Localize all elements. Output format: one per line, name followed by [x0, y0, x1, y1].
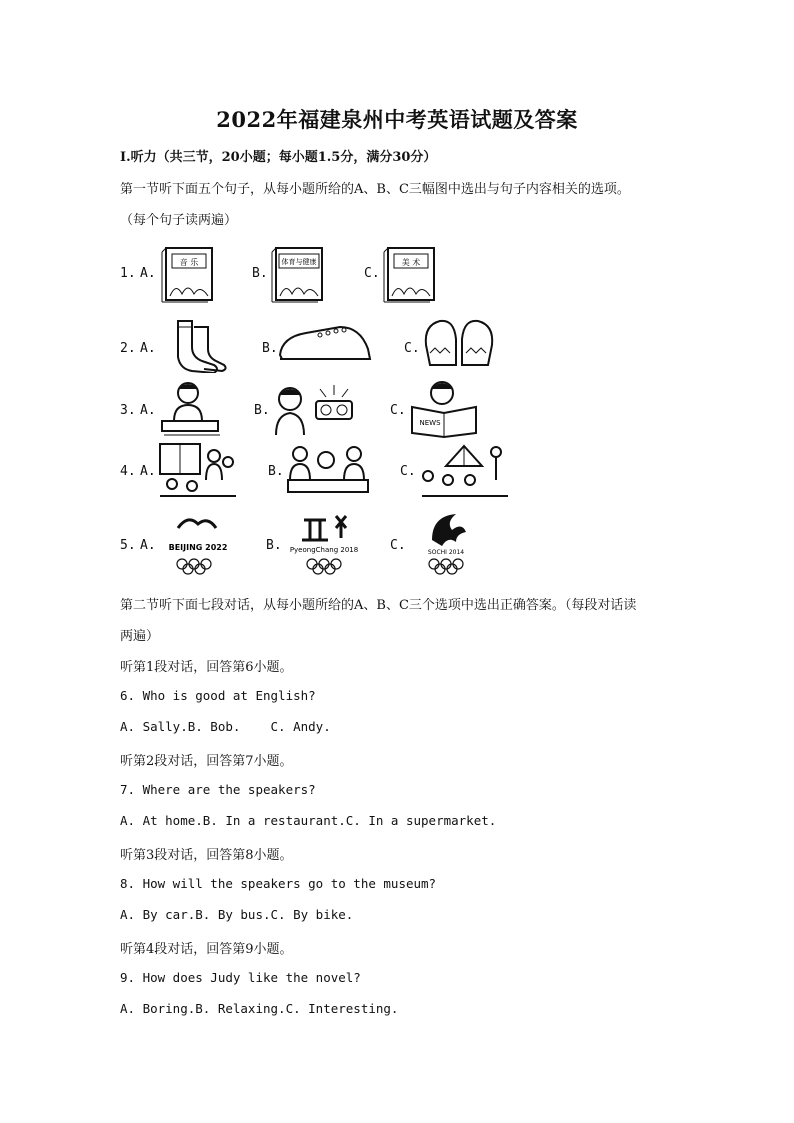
- option-c-label: C.: [364, 266, 380, 281]
- part2-instruction-cont: 两遍）: [120, 629, 160, 644]
- option-a-label: A.: [140, 341, 156, 356]
- item-number: 4.: [120, 464, 136, 479]
- beijing-2022-logo: [160, 510, 236, 576]
- section-heading: I.听力（共三节，20小题；每小题1.5分，满分30分）: [120, 150, 437, 165]
- classroom-scene-icon: [156, 440, 240, 500]
- option-a-label: A.: [140, 538, 156, 553]
- option-b-label: B.: [252, 266, 268, 281]
- option-c-label: C.: [390, 403, 406, 418]
- page-title: 2022年福建泉州中考英语试题及答案: [216, 107, 578, 132]
- option-c-label: C.: [400, 464, 416, 479]
- item-number: 3.: [120, 403, 136, 418]
- logo-c-text: SOCHI 2014: [427, 549, 465, 556]
- boy-reading-newspaper-icon: [406, 379, 482, 439]
- answer-options: A. Sally.B. Bob. C. Andy.: [120, 719, 331, 734]
- item-number: 2.: [120, 341, 136, 356]
- logo-a-text: BEIJING 2022: [168, 543, 228, 552]
- option-b-label: B.: [262, 341, 278, 356]
- option-a-label: A.: [140, 403, 156, 418]
- art-book-icon: [382, 244, 438, 304]
- shoes-icon: [276, 321, 376, 371]
- family-dinner-icon: [284, 440, 372, 500]
- question: 6. Who is good at English?: [120, 688, 316, 703]
- dialog-intro: 听第2段对话，回答第7小题。: [120, 754, 293, 769]
- book-b-title: 体育与健康: [281, 258, 317, 266]
- option-c-label: C.: [404, 341, 420, 356]
- dialog-intro: 听第1段对话，回答第6小题。: [120, 660, 293, 675]
- picture-item-5: [120, 510, 680, 580]
- question: 9. How does Judy like the novel?: [120, 970, 361, 985]
- logo-b-text: PyeongChang 2018: [289, 546, 359, 554]
- book-a-title: 音 乐: [179, 258, 199, 267]
- answer-options: A. At home.B. In a restaurant.C. In a supermarket.: [120, 813, 497, 828]
- option-b-label: B.: [268, 464, 284, 479]
- item-number: 5.: [120, 538, 136, 553]
- option-c-label: C.: [390, 538, 406, 553]
- answer-options: A. By car.B. By bus.C. By bike.: [120, 907, 354, 922]
- question: 7. Where are the speakers?: [120, 782, 316, 797]
- option-b-label: B.: [254, 403, 270, 418]
- newspaper-text: NEWS: [419, 419, 441, 427]
- item-number: 1.: [120, 266, 136, 281]
- sochi-2014-logo: [412, 510, 482, 576]
- option-b-label: B.: [266, 538, 282, 553]
- picture-item-1: [120, 242, 680, 312]
- dialog-intro: 听第3段对话，回答第8小题。: [120, 848, 293, 863]
- question: 8. How will the speakers go to the museum?: [120, 876, 437, 891]
- book-c-title: 美 术: [401, 258, 421, 267]
- picture-item-3: [120, 377, 680, 447]
- part2-instruction: 第二节听下面七段对话，从每小题所给的A、B、C三个选项中选出正确答案。（每段对话读: [120, 598, 637, 613]
- boy-listening-radio-icon: [270, 379, 360, 439]
- option-a-label: A.: [140, 464, 156, 479]
- pe-book-icon: [270, 244, 326, 304]
- picture-item-4: [120, 440, 680, 510]
- dialog-intro: 听第4段对话，回答第9小题。: [120, 942, 293, 957]
- gloves-icon: [420, 315, 500, 375]
- boy-writing-icon: [158, 379, 224, 439]
- picture-item-2: [120, 315, 680, 385]
- option-a-label: A.: [140, 266, 156, 281]
- part1-note: （每个句子读两遍）: [120, 213, 238, 228]
- answer-options: A. Boring.B. Relaxing.C. Interesting.: [120, 1001, 399, 1016]
- camping-scene-icon: [418, 440, 512, 500]
- part1-instruction: 第一节听下面五个句子，从每小题所给的A、B、C三幅图中选出与句子内容相关的选项。: [120, 182, 630, 197]
- music-book-icon: [160, 244, 216, 304]
- socks-icon: [160, 317, 230, 373]
- pyeongchang-2018-logo: [284, 510, 364, 576]
